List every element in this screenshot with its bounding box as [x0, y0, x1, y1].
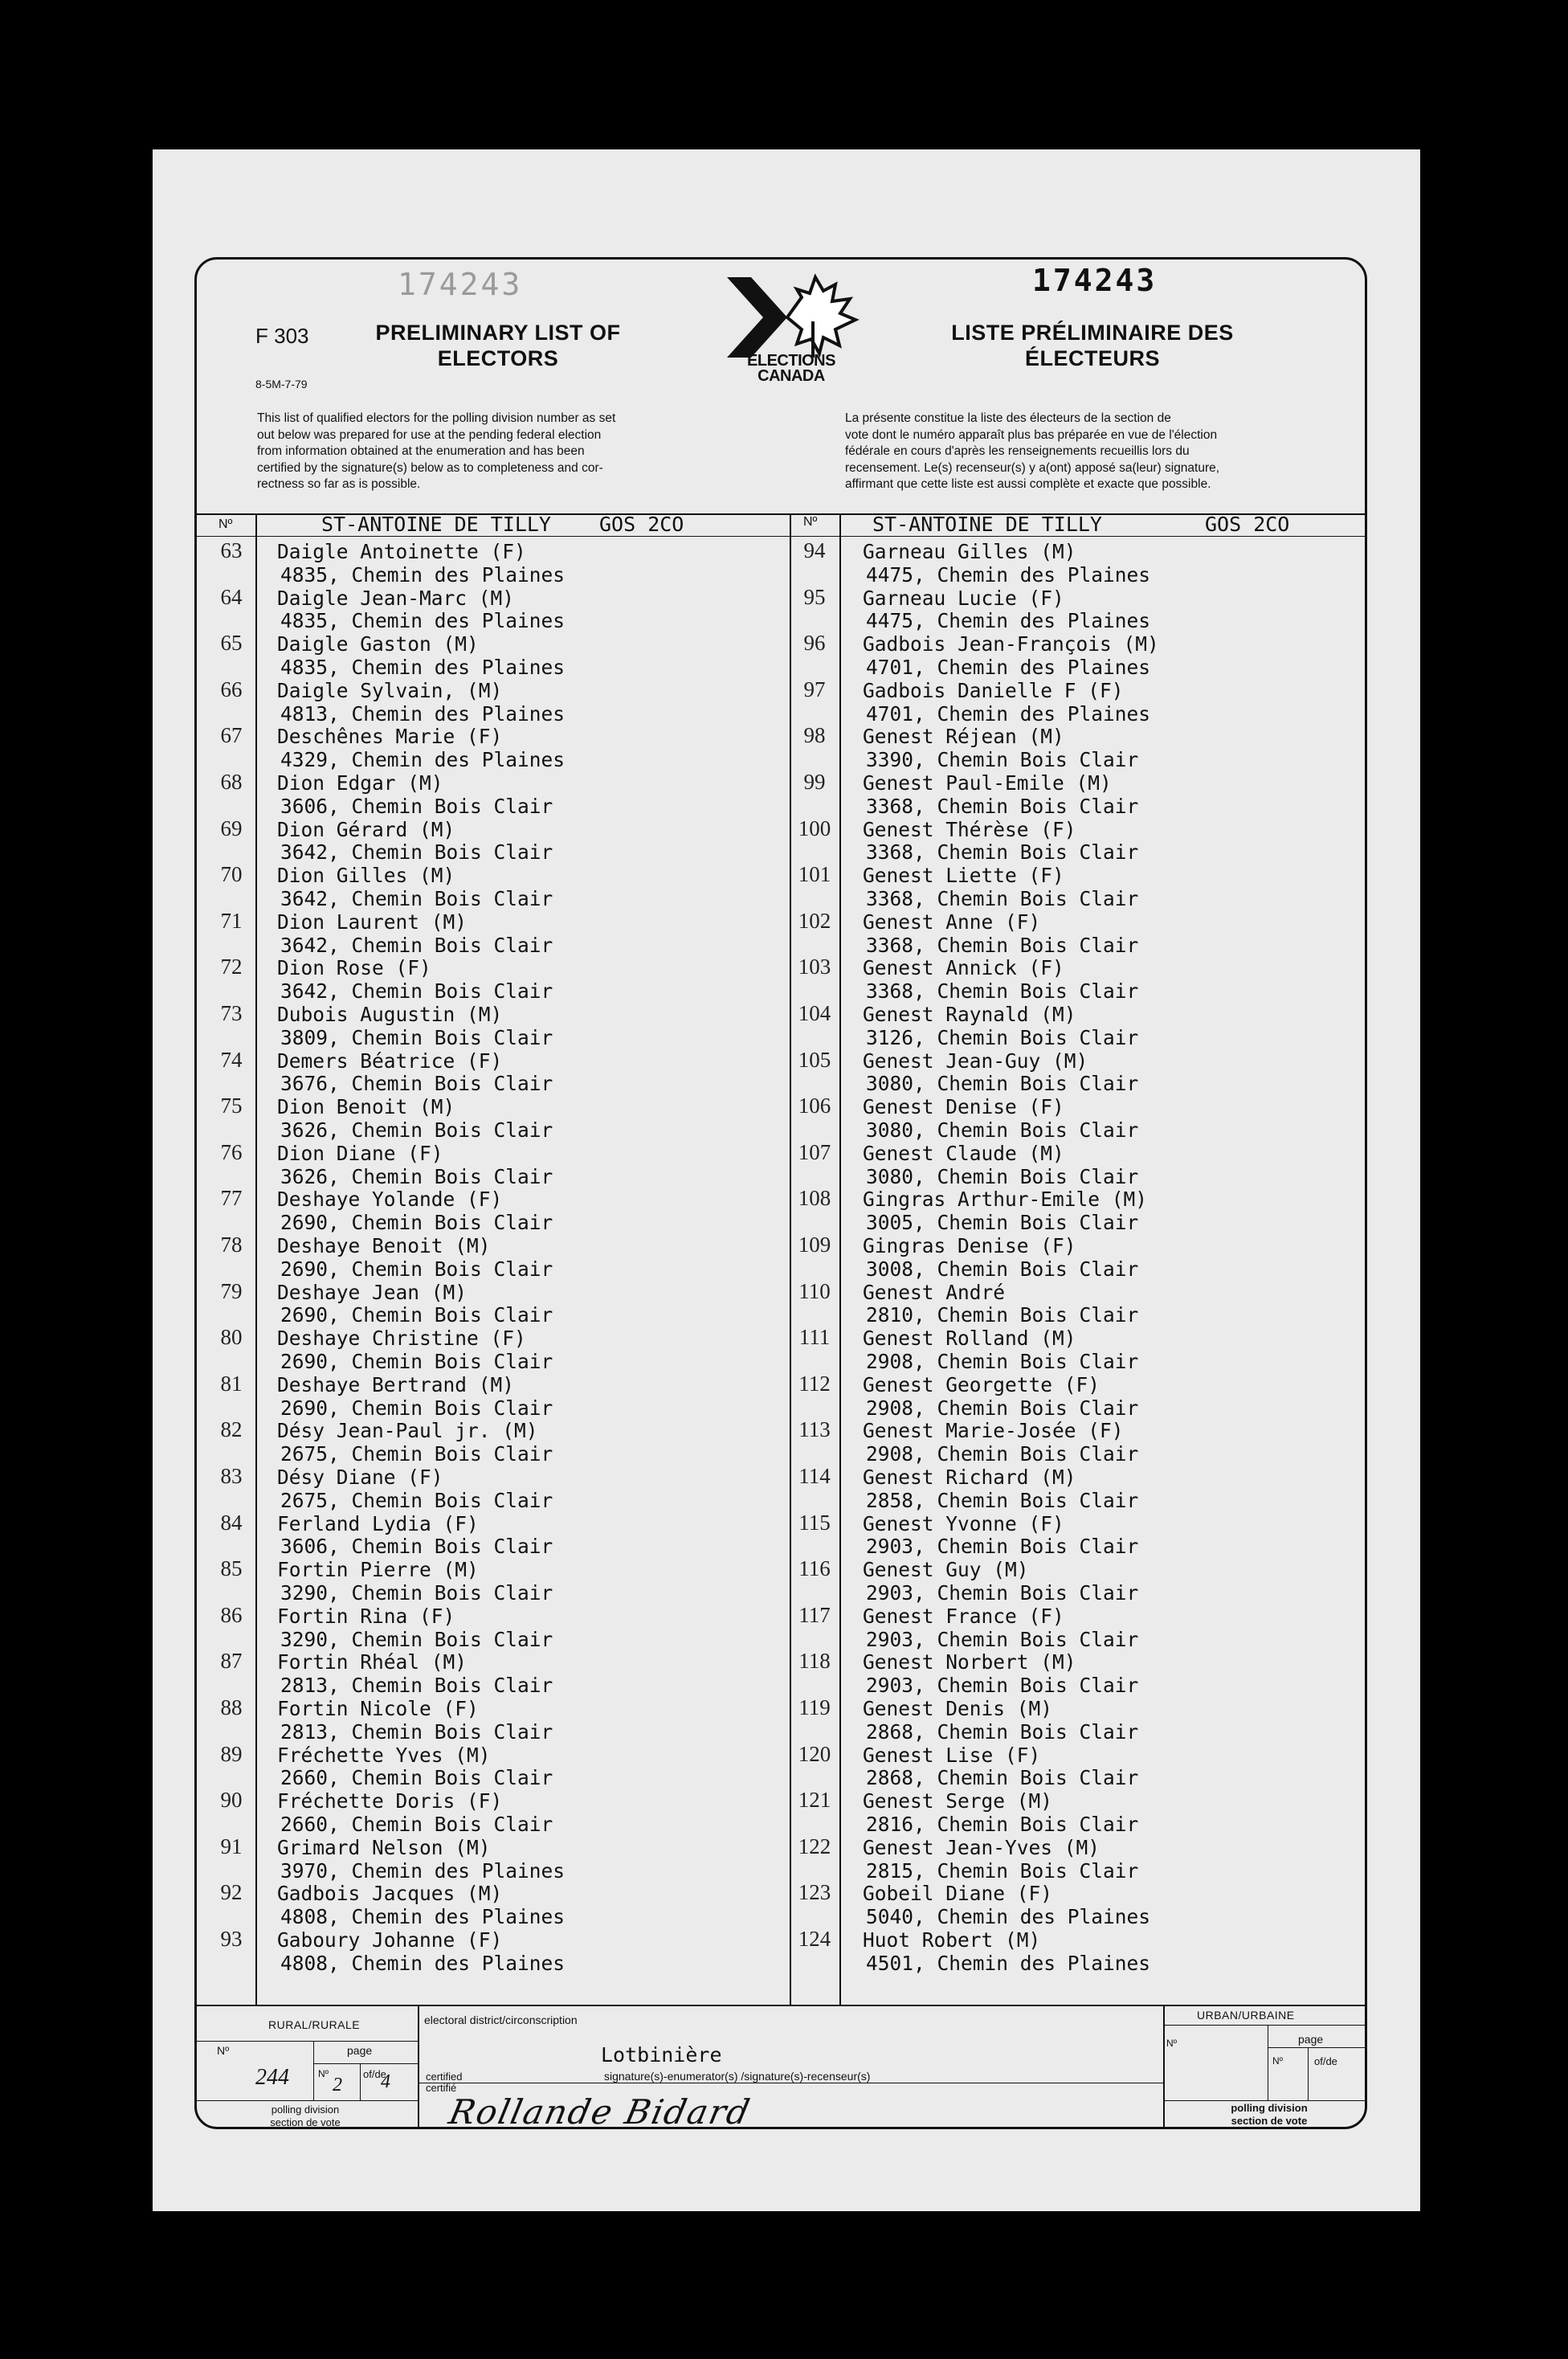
elector-address: 2690, Chemin Bois Clair — [280, 1211, 553, 1235]
elector-number: 116 — [798, 1556, 831, 1581]
elector-address: 3368, Chemin Bois Clair — [866, 794, 1139, 818]
elector-number: 65 — [220, 631, 243, 656]
elector-name: Genest Serge (M) — [863, 1789, 1053, 1813]
elector-number: 93 — [220, 1927, 243, 1951]
elector-address: 2815, Chemin Bois Clair — [866, 1858, 1139, 1883]
elector-name: Huot Robert (M) — [863, 1928, 1041, 1952]
elector-number: 64 — [220, 584, 243, 609]
elector-name: Fortin Pierre (M) — [277, 1558, 479, 1582]
title-french-line-2: ÉLECTEURS — [1024, 346, 1161, 370]
elector-number: 117 — [798, 1602, 831, 1627]
elector-number: 85 — [220, 1556, 243, 1581]
footer-page-divider — [360, 2063, 361, 2100]
elector-address: 3606, Chemin Bois Clair — [280, 1535, 553, 1559]
elector-number: 108 — [798, 1186, 831, 1211]
footer-rural-rule — [194, 2041, 418, 2042]
elector-address: 2660, Chemin Bois Clair — [280, 1813, 553, 1836]
serial-number-bleed: 174243 — [398, 267, 523, 302]
elector-number: 91 — [220, 1834, 243, 1858]
elector-number: 114 — [798, 1464, 831, 1488]
elector-number: 121 — [798, 1788, 831, 1813]
elector-name: Désy Jean-Paul jr. (M) — [277, 1419, 538, 1443]
elector-number: 92 — [220, 1880, 243, 1905]
title-english — [353, 320, 643, 371]
elector-address: 2690, Chemin Bois Clair — [280, 1257, 553, 1281]
elector-name: Désy Diane (F) — [277, 1466, 443, 1489]
elector-name: Deshaye Jean (M) — [277, 1280, 468, 1304]
elector-number: 71 — [220, 908, 243, 933]
elector-number: 94 — [803, 538, 826, 562]
elector-number: 96 — [803, 631, 826, 656]
footer-rule-urban — [1163, 2005, 1165, 2129]
elector-name: Demers Béatrice (F) — [277, 1049, 503, 1073]
elector-address: 2903, Chemin Bois Clair — [866, 1674, 1139, 1698]
elector-number: 70 — [220, 862, 243, 887]
elector-number: 98 — [803, 723, 826, 748]
elector-address: 2660, Chemin Bois Clair — [280, 1766, 553, 1790]
column-2-municipality: ST-ANTOINE DE TILLY — [872, 513, 1102, 536]
elector-address: 4501, Chemin des Plaines — [866, 1951, 1151, 1975]
elector-address: 5040, Chemin des Plaines — [866, 1905, 1151, 1929]
electoral-district: Lotbinière — [601, 2043, 722, 2067]
elector-number: 75 — [220, 1094, 243, 1118]
elector-number: 101 — [798, 862, 831, 887]
elector-number: 122 — [798, 1834, 831, 1858]
page-no-label: Nº — [318, 2068, 329, 2079]
elections-canada-logo — [707, 273, 868, 394]
certified-label: certified certifié — [426, 2071, 463, 2094]
elector-name: Genest Thérèse (F) — [863, 817, 1076, 841]
elector-name: Dion Diane (F) — [277, 1141, 443, 1165]
elector-address: 2908, Chemin Bois Clair — [866, 1396, 1139, 1420]
elector-number: 107 — [798, 1139, 831, 1164]
polling-division-label: polling division section de vote — [270, 2103, 341, 2128]
elector-name: Gadbois Jacques (M) — [277, 1882, 503, 1906]
elector-address: 3005, Chemin Bois Clair — [866, 1211, 1139, 1235]
elector-number: 80 — [220, 1325, 243, 1350]
elector-name: Genest Georgette (F) — [863, 1372, 1100, 1396]
enumerator-signature: Rollande Bidard — [445, 2092, 755, 2132]
elector-name: Fréchette Doris (F) — [277, 1789, 503, 1813]
column-1-no-header: Nº — [218, 517, 233, 531]
elector-address: 2675, Chemin Bois Clair — [280, 1488, 553, 1512]
elector-number: 118 — [798, 1649, 831, 1674]
elector-name: Fortin Nicole (F) — [277, 1697, 479, 1720]
elector-name: Genest Richard (M) — [863, 1466, 1076, 1489]
intro-english: This list of qualified electors for the polling division number as set out below was prepared for use at the pending federal election from information obtained at the enumeration and has been certified by the signature(s) below as to completeness and cor- rectness so far as is possible. — [257, 411, 616, 491]
elector-name: Dion Gilles (M) — [277, 864, 455, 888]
elector-name: Genest Anne (F) — [863, 910, 1041, 934]
elector-address: 3626, Chemin Bois Clair — [280, 1118, 553, 1142]
elector-name: Dion Benoit (M) — [277, 1095, 455, 1119]
elector-name: Grimard Nelson (M) — [277, 1835, 491, 1859]
title-english-line-2: ELECTORS — [437, 346, 559, 370]
rural-label: RURAL/RURALE — [268, 2018, 361, 2031]
page-number: 2 — [333, 2075, 342, 2095]
elector-number: 99 — [803, 770, 826, 794]
column-1-municipality: ST-ANTOINE DE TILLY — [321, 513, 551, 536]
elector-name: Genest Claude (M) — [863, 1141, 1064, 1165]
urban-no-label: Nº — [1166, 2038, 1178, 2049]
elector-address: 2903, Chemin Bois Clair — [866, 1627, 1139, 1651]
elector-name: Genest Lise (F) — [863, 1743, 1041, 1767]
elector-name: Dion Gérard (M) — [277, 817, 455, 841]
elector-number: 106 — [798, 1094, 831, 1118]
elector-name: Genest France (F) — [863, 1604, 1064, 1628]
intro-french: La présente constitue la liste des électeurs de la section de vote dont le numéro apparaît plus bas préparée en vue de l'élection fédérale en cours d'après les renseignements recueillis lors du recensement. Le(s) recenseur(s) y a(ont) apposé sa(leur) signature, affirmant que cette liste est aussi complète et exacte que possible. — [845, 411, 1220, 491]
elector-name: Ferland Lydia (F) — [277, 1511, 479, 1535]
footer-urban-page-rule — [1268, 2047, 1367, 2048]
elector-number: 104 — [798, 1001, 831, 1025]
elector-address: 4329, Chemin des Plaines — [280, 748, 566, 772]
elector-name: Genest Liette (F) — [863, 864, 1064, 888]
elector-name: Deshaye Christine (F) — [277, 1327, 526, 1351]
form-code: F 303 — [255, 324, 309, 348]
elector-address: 2903, Chemin Bois Clair — [866, 1535, 1139, 1559]
elector-name: Genest Jean-Guy (M) — [863, 1049, 1088, 1073]
elector-number: 123 — [798, 1880, 831, 1905]
elector-name: Gadbois Jean-François (M) — [863, 632, 1159, 656]
elector-name: Daigle Sylvain, (M) — [277, 678, 503, 702]
elector-name: Deshaye Benoit (M) — [277, 1234, 491, 1257]
elector-name: Gadbois Danielle F (F) — [863, 678, 1124, 702]
polling-division-number: 244 — [255, 2065, 289, 2090]
elector-number: 109 — [798, 1233, 831, 1257]
elector-number: 97 — [803, 677, 826, 701]
elector-number: 119 — [798, 1695, 831, 1719]
elector-number: 63 — [220, 538, 243, 562]
elector-address: 2813, Chemin Bois Clair — [280, 1719, 553, 1744]
elector-address: 3368, Chemin Bois Clair — [866, 887, 1139, 910]
elector-name: Deshaye Bertrand (M) — [277, 1372, 515, 1396]
elector-address: 4835, Chemin des Plaines — [280, 656, 566, 679]
serial-number: 174243 — [1032, 263, 1158, 298]
logo-text-canada: CANADA — [757, 367, 825, 385]
elector-address: 2813, Chemin Bois Clair — [280, 1674, 553, 1698]
elector-address: 2675, Chemin Bois Clair — [280, 1442, 553, 1466]
elector-number: 111 — [798, 1325, 831, 1350]
footer-urban-rule — [1163, 2025, 1367, 2026]
elector-number: 124 — [798, 1927, 831, 1951]
elector-name: Dubois Augustin (M) — [277, 1003, 503, 1026]
elector-name: Genest Denis (M) — [863, 1697, 1053, 1720]
footer-no-divider — [313, 2041, 314, 2100]
elector-address: 3008, Chemin Bois Clair — [866, 1257, 1139, 1281]
footer-page-rule — [313, 2063, 418, 2064]
elector-number: 66 — [220, 677, 243, 701]
elector-name: Garneau Lucie (F) — [863, 586, 1064, 610]
elector-name: Gaboury Johanne (F) — [277, 1928, 503, 1952]
footer-top-rule — [194, 2005, 1367, 2006]
elector-number: 115 — [798, 1510, 831, 1535]
elector-name: Deschênes Marie (F) — [277, 725, 503, 749]
maple-leaf-x-icon — [707, 273, 868, 362]
elector-name: Genest Denise (F) — [863, 1095, 1064, 1119]
elector-address: 2868, Chemin Bois Clair — [866, 1766, 1139, 1790]
elector-number: 74 — [220, 1047, 243, 1072]
elector-address: 4835, Chemin des Plaines — [280, 609, 566, 633]
elector-address: 3970, Chemin des Plaines — [280, 1858, 566, 1883]
elector-address: 3642, Chemin Bois Clair — [280, 979, 553, 1004]
urban-page-no-label: Nº — [1272, 2055, 1284, 2067]
elector-number: 68 — [220, 770, 243, 794]
elector-name: Gobeil Diane (F) — [863, 1882, 1053, 1906]
elector-number: 90 — [220, 1788, 243, 1813]
elector-number: 120 — [798, 1741, 831, 1766]
footer-urban-page-divider — [1308, 2047, 1309, 2100]
elector-name: Genest Marie-Josée (F) — [863, 1419, 1124, 1443]
elector-number: 100 — [798, 816, 831, 840]
elector-address: 3290, Chemin Bois Clair — [280, 1627, 553, 1651]
urban-page-label: page — [1298, 2033, 1324, 2046]
elector-name: Deshaye Yolande (F) — [277, 1188, 503, 1212]
elector-number: 76 — [220, 1139, 243, 1164]
elector-address: 2908, Chemin Bois Clair — [866, 1350, 1139, 1373]
elector-address: 3290, Chemin Bois Clair — [280, 1581, 553, 1605]
urban-polling-division-label: polling division section de vote — [1231, 2102, 1308, 2127]
elector-address: 4475, Chemin des Plaines — [866, 609, 1151, 633]
elector-name: Genest Yvonne (F) — [863, 1511, 1064, 1535]
elector-address: 3368, Chemin Bois Clair — [866, 979, 1139, 1004]
elector-address: 3642, Chemin Bois Clair — [280, 887, 553, 910]
elector-name: Daigle Jean-Marc (M) — [277, 586, 515, 610]
elector-number: 82 — [220, 1417, 243, 1442]
elector-name: Garneau Gilles (M) — [863, 540, 1076, 563]
elector-name: Genest Raynald (M) — [863, 1003, 1076, 1026]
elector-name: Genest Réjean (M) — [863, 725, 1064, 749]
elector-name: Daigle Antoinette (F) — [277, 540, 526, 563]
elector-number: 88 — [220, 1695, 243, 1719]
urban-of-label: of/de — [1314, 2055, 1337, 2067]
elector-number: 67 — [220, 723, 243, 748]
elector-number: 102 — [798, 908, 831, 933]
elector-number: 79 — [220, 1278, 243, 1303]
elector-number: 81 — [220, 1371, 243, 1396]
elector-name: Gingras Arthur-Emile (M) — [863, 1188, 1148, 1212]
elector-address: 3676, Chemin Bois Clair — [280, 1072, 553, 1096]
elector-address: 3642, Chemin Bois Clair — [280, 933, 553, 957]
elector-name: Fortin Rhéal (M) — [277, 1650, 468, 1674]
elector-address: 4835, Chemin des Plaines — [280, 562, 566, 587]
elector-number: 105 — [798, 1047, 831, 1072]
elector-number: 89 — [220, 1741, 243, 1766]
elector-number: 95 — [803, 584, 826, 609]
elector-name: Dion Rose (F) — [277, 956, 431, 980]
elector-number: 112 — [798, 1371, 831, 1396]
elector-address: 2908, Chemin Bois Clair — [866, 1442, 1139, 1466]
elector-address: 2868, Chemin Bois Clair — [866, 1719, 1139, 1744]
elector-number: 83 — [220, 1464, 243, 1488]
title-french-line-1: LISTE PRÉLIMINAIRE DES — [951, 321, 1234, 345]
elector-address: 2858, Chemin Bois Clair — [866, 1488, 1139, 1512]
elector-address: 2690, Chemin Bois Clair — [280, 1350, 553, 1373]
elector-name: Genest Rolland (M) — [863, 1327, 1076, 1351]
elector-number: 77 — [220, 1186, 243, 1211]
elector-number: 78 — [220, 1233, 243, 1257]
page-label: page — [347, 2044, 373, 2057]
elector-address: 3080, Chemin Bois Clair — [866, 1118, 1139, 1142]
elector-address: 4808, Chemin des Plaines — [280, 1951, 566, 1975]
elector-address: 2903, Chemin Bois Clair — [866, 1581, 1139, 1605]
column-1-postal-code: GOS 2CO — [599, 513, 684, 536]
elector-address: 3606, Chemin Bois Clair — [280, 794, 553, 818]
elector-name: Genest André — [863, 1280, 1006, 1304]
elector-number: 113 — [798, 1417, 831, 1442]
elector-number: 110 — [798, 1278, 831, 1303]
table-header-rule — [194, 536, 1367, 537]
elector-address: 3368, Chemin Bois Clair — [866, 933, 1139, 957]
elector-address: 2690, Chemin Bois Clair — [280, 1396, 553, 1420]
elector-address: 3626, Chemin Bois Clair — [280, 1164, 553, 1188]
title-french — [924, 320, 1261, 371]
elector-address: 4808, Chemin des Plaines — [280, 1905, 566, 1929]
rural-no-label: Nº — [217, 2044, 230, 2057]
elector-number: 69 — [220, 816, 243, 840]
elector-address: 3368, Chemin Bois Clair — [866, 840, 1139, 865]
elector-name: Genest Paul-Emile (M) — [863, 771, 1112, 795]
elector-name: Genest Annick (F) — [863, 956, 1064, 980]
print-code: 8-5M-7-79 — [255, 378, 308, 390]
elector-number: 73 — [220, 1001, 243, 1025]
elector-address: 3642, Chemin Bois Clair — [280, 840, 553, 865]
elector-name: Dion Edgar (M) — [277, 771, 443, 795]
signature-label: signature(s)-enumerator(s) /signature(s)-recenseur(s) — [604, 2070, 871, 2083]
elector-address: 4701, Chemin des Plaines — [866, 701, 1151, 726]
footer-polling-rule — [194, 2100, 418, 2101]
elector-name: Fortin Rina (F) — [277, 1604, 455, 1628]
elector-address: 4701, Chemin des Plaines — [866, 656, 1151, 679]
elector-number: 72 — [220, 955, 243, 979]
elector-address: 3809, Chemin Bois Clair — [280, 1025, 553, 1049]
elector-name: Daigle Gaston (M) — [277, 632, 479, 656]
footer-rule-rural — [418, 2005, 419, 2129]
electoral-district-label: electoral district/circonscription — [424, 2014, 578, 2026]
title-english-line-1: PRELIMINARY LIST OF — [375, 321, 621, 345]
urban-label: URBAN/URBAINE — [1197, 2009, 1295, 2022]
elector-address: 3080, Chemin Bois Clair — [866, 1072, 1139, 1096]
elector-name: Genest Jean-Yves (M) — [863, 1835, 1100, 1859]
elector-number: 86 — [220, 1602, 243, 1627]
elector-name: Fréchette Yves (M) — [277, 1743, 491, 1767]
elector-address: 4475, Chemin des Plaines — [866, 562, 1151, 587]
elector-number: 87 — [220, 1649, 243, 1674]
logo-text-elections: ELECTIONS — [747, 352, 835, 370]
elector-number: 103 — [798, 955, 831, 979]
elector-number: 84 — [220, 1510, 243, 1535]
elector-name: Genest Norbert (M) — [863, 1650, 1076, 1674]
of-label: of/de — [363, 2068, 386, 2080]
elector-address: 2690, Chemin Bois Clair — [280, 1303, 553, 1327]
footer-urban-polling-rule — [1163, 2100, 1367, 2101]
elector-address: 3390, Chemin Bois Clair — [866, 748, 1139, 772]
column-2-postal-code: GOS 2CO — [1205, 513, 1290, 536]
elector-address: 2816, Chemin Bois Clair — [866, 1813, 1139, 1836]
elector-address: 3080, Chemin Bois Clair — [866, 1164, 1139, 1188]
elector-address: 4813, Chemin des Plaines — [280, 701, 566, 726]
elector-name: Gingras Denise (F) — [863, 1234, 1076, 1257]
elector-address: 2810, Chemin Bois Clair — [866, 1303, 1139, 1327]
elector-name: Genest Guy (M) — [863, 1558, 1029, 1582]
column-2-no-header: Nº — [803, 515, 818, 529]
elector-address: 3126, Chemin Bois Clair — [866, 1025, 1139, 1049]
page-total: 4 — [381, 2071, 390, 2092]
elector-name: Dion Laurent (M) — [277, 910, 468, 934]
